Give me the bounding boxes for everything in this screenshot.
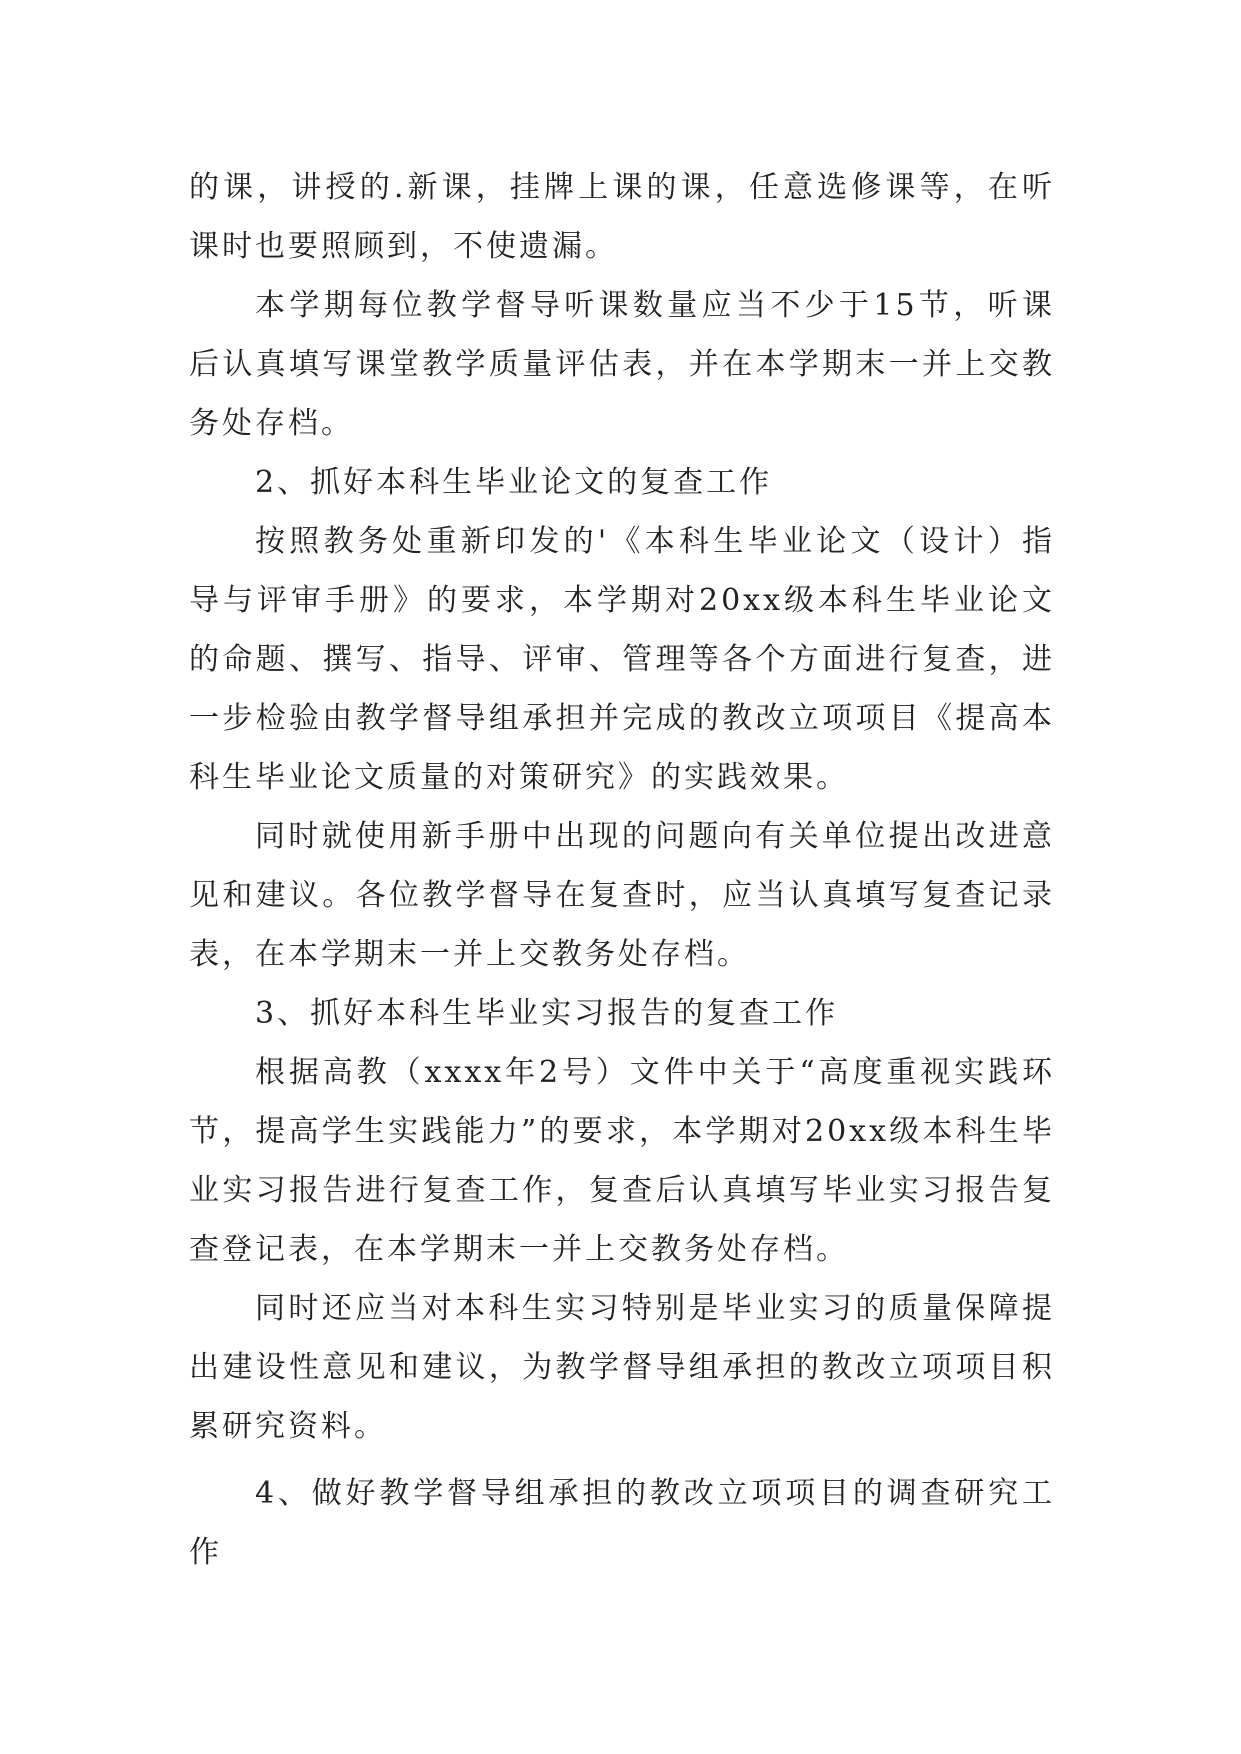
section-heading-3: 3、抓好本科生毕业实习报告的复查工作 bbox=[255, 996, 839, 1031]
paragraph-thesis-review: 按照教务处重新印发的'《本科生毕业论文（设计）指导与评审手册》的要求，本学期对20xx级本科生毕业论文的命题、撰写、指导、评审、管理等各个方面进行复查，进一步检验由教学督导组承担并完成的教改立项项目《提高本科生毕业论文质量的对策研究》的实践效果。 bbox=[189, 524, 1055, 795]
paragraph-handbook-feedback: 同时就使用新手册中出现的问题向有关单位提出改进意见和建议。各位教学督导在复查时，应当认真填写复查记录表，在本学期末一并上交教务处存档。 bbox=[189, 819, 1055, 972]
document-body bbox=[189, 158, 1055, 1582]
paragraph-internship-quality: 同时还应当对本科生实习特别是毕业实习的质量保障提出建设性意见和建议，为教学督导组承担的教改立项项目积累研究资料。 bbox=[189, 1291, 1055, 1444]
section-heading-4: 4、做好教学督导组承担的教改立项项目的调查研究工作 bbox=[189, 1476, 1055, 1570]
paragraph-internship-review: 根据高教（xxxx年2号）文件中关于“高度重视实践环节，提高学生实践能力”的要求，本学期对20xx级本科生毕业实习报告进行复查工作，复查后认真填写毕业实习报告复查登记表，在本学期末一并上交教务处存档。 bbox=[189, 1055, 1055, 1267]
paragraph-continuation: 的课，讲授的.新课，挂牌上课的课，任意选修课等，在听课时也要照顾到，不使遗漏。 bbox=[189, 170, 1055, 264]
section-heading-2: 2、抓好本科生毕业论文的复查工作 bbox=[255, 465, 773, 500]
paragraph-lecture-quota: 本学期每位教学督导听课数量应当不少于15节，听课后认真填写课堂教学质量评估表，并在本学期末一并上交教务处存档。 bbox=[189, 288, 1055, 441]
